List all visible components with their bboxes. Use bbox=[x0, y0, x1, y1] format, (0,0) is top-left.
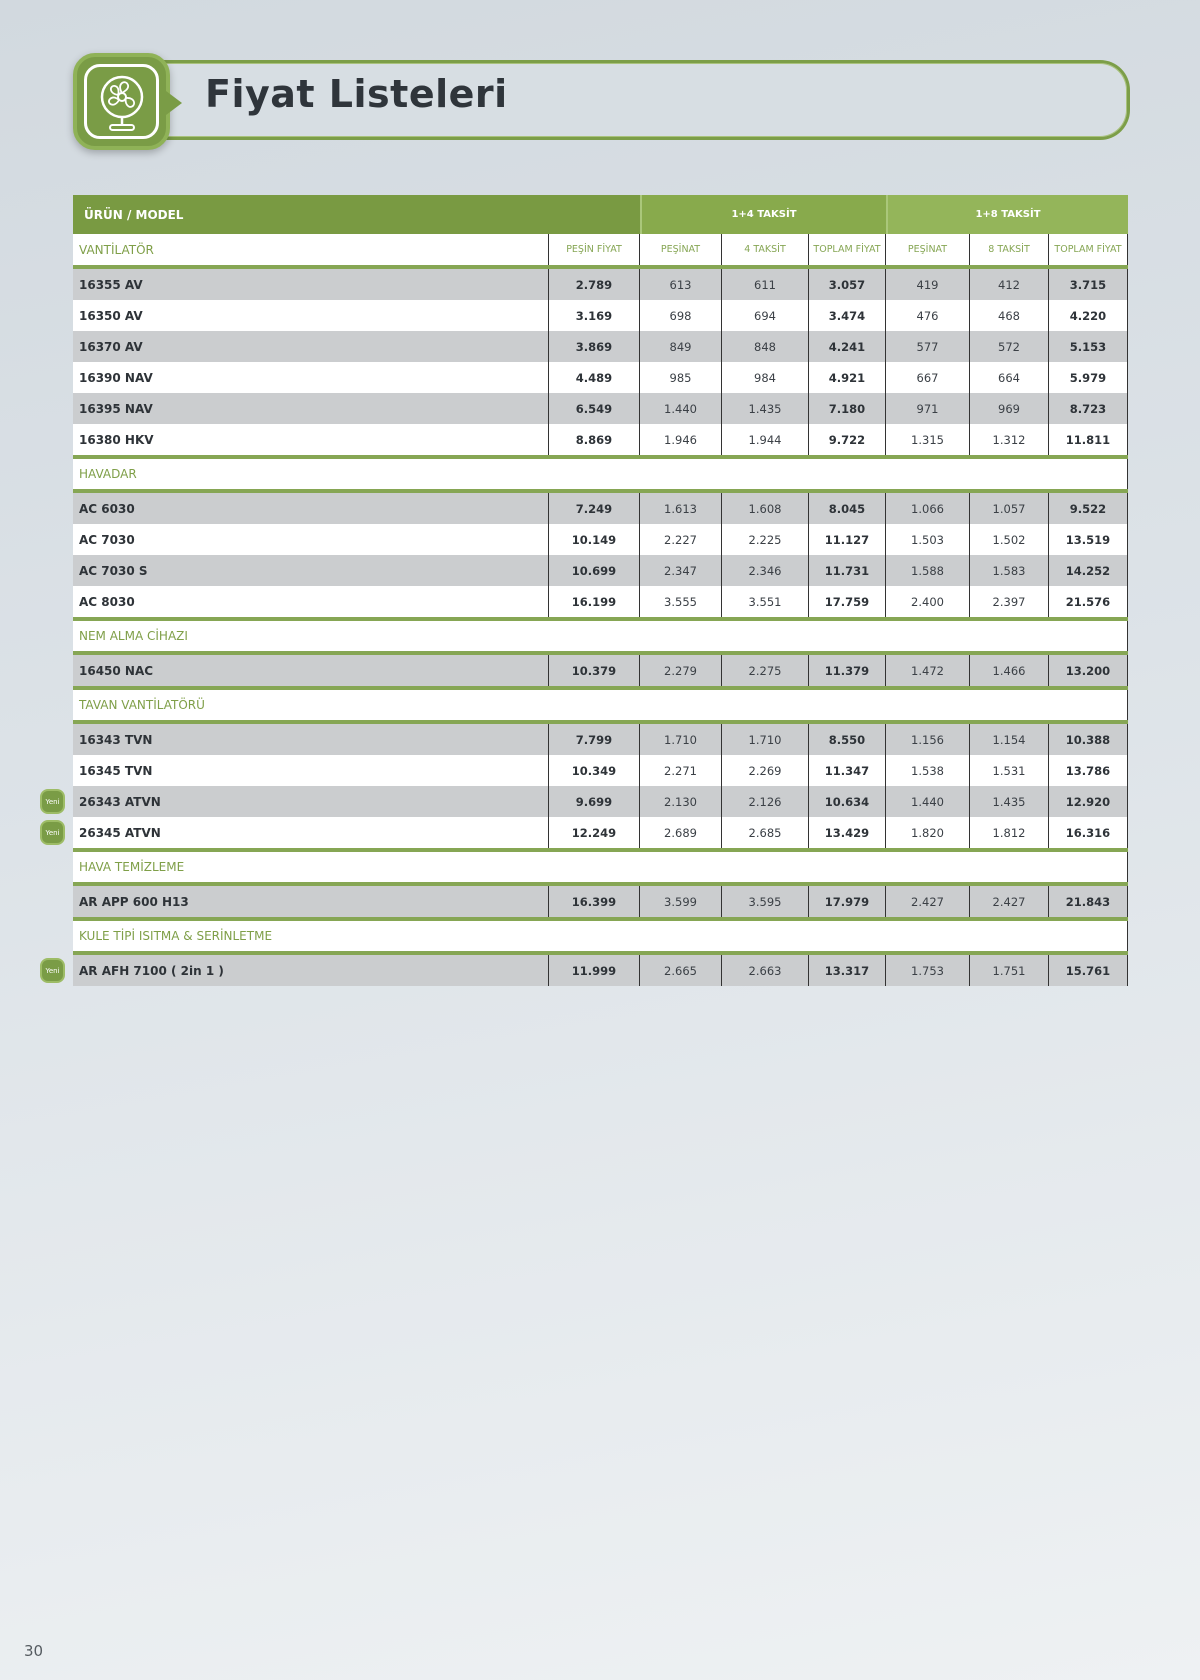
price-cell-t2: 11.811 bbox=[1049, 424, 1128, 455]
installment-group-1-header: 1+4 TAKSİT bbox=[640, 195, 886, 234]
price-cell-d2: 1.820 bbox=[886, 817, 970, 848]
price-cell-cash: 16.199 bbox=[549, 586, 640, 617]
table-row bbox=[73, 886, 1128, 917]
price-cell-t2: 13.519 bbox=[1049, 524, 1128, 555]
price-cell-d1: 1.946 bbox=[640, 424, 722, 455]
price-cell-i1: 848 bbox=[722, 331, 809, 362]
category-row: HAVADAR bbox=[73, 459, 1128, 489]
table-row bbox=[73, 755, 1128, 786]
price-cell-d1: 1.710 bbox=[640, 724, 722, 755]
price-cell-cash: 10.149 bbox=[549, 524, 640, 555]
table-row bbox=[73, 955, 1128, 986]
product-name: 16343 TVN bbox=[73, 724, 549, 755]
category-row: HAVA TEMİZLEME bbox=[73, 852, 1128, 882]
price-cell-cash: 3.169 bbox=[549, 300, 640, 331]
price-cell-t2: 5.153 bbox=[1049, 331, 1128, 362]
price-cell-d2: 1.472 bbox=[886, 655, 970, 686]
g2-down-payment-header: PEŞİNAT bbox=[886, 234, 970, 265]
table-row bbox=[73, 786, 1128, 817]
price-cell-d2: 1.503 bbox=[886, 524, 970, 555]
product-name: 26345 ATVN bbox=[73, 817, 549, 848]
page-title: Fiyat Listeleri bbox=[205, 72, 508, 116]
table-header bbox=[73, 195, 1128, 234]
price-cell-t2: 16.316 bbox=[1049, 817, 1128, 848]
price-cell-d1: 849 bbox=[640, 331, 722, 362]
table-subheader bbox=[73, 234, 1128, 265]
price-cell-i2: 664 bbox=[970, 362, 1049, 393]
price-cell-t2: 8.723 bbox=[1049, 393, 1128, 424]
price-cell-t2: 4.220 bbox=[1049, 300, 1128, 331]
price-cell-d2: 971 bbox=[886, 393, 970, 424]
price-cell-t2: 9.522 bbox=[1049, 493, 1128, 524]
table-row bbox=[73, 555, 1128, 586]
price-cell-d2: 2.400 bbox=[886, 586, 970, 617]
price-cell-i1: 1.710 bbox=[722, 724, 809, 755]
price-cell-i1: 2.225 bbox=[722, 524, 809, 555]
price-cell-d1: 613 bbox=[640, 269, 722, 300]
price-cell-i1: 1.435 bbox=[722, 393, 809, 424]
price-cell-i1: 3.595 bbox=[722, 886, 809, 917]
price-cell-cash: 10.699 bbox=[549, 555, 640, 586]
category-row: KULE TİPİ ISITMA & SERİNLETME bbox=[73, 921, 1128, 951]
price-cell-t2: 12.920 bbox=[1049, 786, 1128, 817]
product-name: AC 6030 bbox=[73, 493, 549, 524]
price-cell-t2: 21.576 bbox=[1049, 586, 1128, 617]
fan-icon bbox=[84, 64, 159, 139]
table-row bbox=[73, 331, 1128, 362]
price-cell-t1: 3.474 bbox=[809, 300, 886, 331]
price-cell-i1: 2.126 bbox=[722, 786, 809, 817]
price-cell-t1: 8.550 bbox=[809, 724, 886, 755]
category-row: TAVAN VANTİLATÖRÜ bbox=[73, 690, 1128, 720]
price-cell-t1: 4.921 bbox=[809, 362, 886, 393]
price-cell-t2: 13.786 bbox=[1049, 755, 1128, 786]
price-cell-d1: 2.689 bbox=[640, 817, 722, 848]
price-cell-t1: 11.379 bbox=[809, 655, 886, 686]
price-cell-i2: 2.427 bbox=[970, 886, 1049, 917]
price-cell-d2: 2.427 bbox=[886, 886, 970, 917]
product-name: AC 7030 S bbox=[73, 555, 549, 586]
price-cell-d2: 1.440 bbox=[886, 786, 970, 817]
price-cell-d2: 1.066 bbox=[886, 493, 970, 524]
price-cell-i1: 694 bbox=[722, 300, 809, 331]
price-cell-d2: 667 bbox=[886, 362, 970, 393]
table-body bbox=[45, 265, 1128, 986]
price-cell-d2: 1.588 bbox=[886, 555, 970, 586]
price-cell-cash: 4.489 bbox=[549, 362, 640, 393]
category-row: NEM ALMA CİHAZI bbox=[73, 621, 1128, 651]
price-cell-i2: 1.154 bbox=[970, 724, 1049, 755]
price-cell-t1: 11.127 bbox=[809, 524, 886, 555]
price-cell-i1: 2.663 bbox=[722, 955, 809, 986]
cash-header-spacer bbox=[549, 195, 640, 234]
price-cell-t2: 5.979 bbox=[1049, 362, 1128, 393]
price-cell-i1: 3.551 bbox=[722, 586, 809, 617]
g2-installment-header: 8 TAKSİT bbox=[970, 234, 1049, 265]
price-table bbox=[45, 195, 1128, 986]
price-cell-d1: 2.665 bbox=[640, 955, 722, 986]
price-cell-cash: 16.399 bbox=[549, 886, 640, 917]
price-cell-cash: 11.999 bbox=[549, 955, 640, 986]
product-name: AC 8030 bbox=[73, 586, 549, 617]
price-cell-cash: 6.549 bbox=[549, 393, 640, 424]
price-cell-t2: 3.715 bbox=[1049, 269, 1128, 300]
installment-group-2-header: 1+8 TAKSİT bbox=[886, 195, 1128, 234]
price-cell-i2: 468 bbox=[970, 300, 1049, 331]
table-row bbox=[73, 817, 1128, 848]
model-header: ÜRÜN / MODEL bbox=[73, 195, 549, 234]
product-name: 16355 AV bbox=[73, 269, 549, 300]
price-cell-t1: 8.045 bbox=[809, 493, 886, 524]
price-cell-i1: 1.608 bbox=[722, 493, 809, 524]
price-cell-t1: 13.429 bbox=[809, 817, 886, 848]
price-cell-d2: 1.753 bbox=[886, 955, 970, 986]
price-cell-cash: 7.799 bbox=[549, 724, 640, 755]
category-label: VANTİLATÖR bbox=[73, 234, 549, 265]
price-cell-d1: 2.130 bbox=[640, 786, 722, 817]
price-cell-d2: 419 bbox=[886, 269, 970, 300]
price-cell-d1: 698 bbox=[640, 300, 722, 331]
price-cell-d1: 2.227 bbox=[640, 524, 722, 555]
price-cell-t2: 10.388 bbox=[1049, 724, 1128, 755]
table-row bbox=[73, 362, 1128, 393]
table-row bbox=[73, 524, 1128, 555]
product-name: 16395 NAV bbox=[73, 393, 549, 424]
table-row bbox=[73, 393, 1128, 424]
g1-total-header: TOPLAM FİYAT bbox=[809, 234, 886, 265]
price-cell-cash: 8.869 bbox=[549, 424, 640, 455]
price-cell-t1: 9.722 bbox=[809, 424, 886, 455]
price-cell-i2: 1.502 bbox=[970, 524, 1049, 555]
price-cell-t1: 4.241 bbox=[809, 331, 886, 362]
price-cell-d2: 476 bbox=[886, 300, 970, 331]
category-icon-box bbox=[73, 53, 170, 150]
price-cell-i2: 1.812 bbox=[970, 817, 1049, 848]
g1-installment-header: 4 TAKSİT bbox=[722, 234, 809, 265]
price-cell-d1: 3.599 bbox=[640, 886, 722, 917]
price-cell-i1: 2.269 bbox=[722, 755, 809, 786]
price-cell-t1: 3.057 bbox=[809, 269, 886, 300]
product-name: AR AFH 7100 ( 2in 1 ) bbox=[73, 955, 549, 986]
product-name: 16450 NAC bbox=[73, 655, 549, 686]
product-name: 16380 HKV bbox=[73, 424, 549, 455]
g1-down-payment-header: PEŞİNAT bbox=[640, 234, 722, 265]
price-cell-cash: 3.869 bbox=[549, 331, 640, 362]
price-cell-i1: 984 bbox=[722, 362, 809, 393]
price-cell-i1: 2.685 bbox=[722, 817, 809, 848]
price-cell-t1: 13.317 bbox=[809, 955, 886, 986]
table-row bbox=[73, 300, 1128, 331]
price-cell-t1: 10.634 bbox=[809, 786, 886, 817]
price-cell-t2: 13.200 bbox=[1049, 655, 1128, 686]
price-cell-d2: 577 bbox=[886, 331, 970, 362]
page-number: 30 bbox=[24, 1642, 44, 1660]
price-cell-i2: 1.531 bbox=[970, 755, 1049, 786]
price-cell-cash: 2.789 bbox=[549, 269, 640, 300]
new-badge: Yeni bbox=[40, 958, 65, 983]
price-cell-d1: 1.613 bbox=[640, 493, 722, 524]
price-cell-d1: 3.555 bbox=[640, 586, 722, 617]
price-cell-d1: 2.271 bbox=[640, 755, 722, 786]
product-name: 16345 TVN bbox=[73, 755, 549, 786]
price-cell-t2: 14.252 bbox=[1049, 555, 1128, 586]
table-row bbox=[73, 724, 1128, 755]
price-cell-cash: 9.699 bbox=[549, 786, 640, 817]
new-badge: Yeni bbox=[40, 820, 65, 845]
table-row bbox=[73, 586, 1128, 617]
price-cell-i1: 2.346 bbox=[722, 555, 809, 586]
price-cell-i2: 1.312 bbox=[970, 424, 1049, 455]
price-cell-i1: 611 bbox=[722, 269, 809, 300]
cash-price-header: PEŞİN FİYAT bbox=[549, 234, 640, 265]
price-cell-i2: 1.751 bbox=[970, 955, 1049, 986]
price-cell-i1: 1.944 bbox=[722, 424, 809, 455]
product-name: 26343 ATVN bbox=[73, 786, 549, 817]
price-cell-t1: 17.979 bbox=[809, 886, 886, 917]
table-row bbox=[73, 493, 1128, 524]
price-cell-d2: 1.315 bbox=[886, 424, 970, 455]
table-row bbox=[73, 424, 1128, 455]
price-cell-i2: 1.466 bbox=[970, 655, 1049, 686]
price-cell-i2: 412 bbox=[970, 269, 1049, 300]
product-name: 16370 AV bbox=[73, 331, 549, 362]
price-cell-i2: 1.057 bbox=[970, 493, 1049, 524]
price-cell-i2: 2.397 bbox=[970, 586, 1049, 617]
price-cell-t1: 17.759 bbox=[809, 586, 886, 617]
price-cell-i2: 1.583 bbox=[970, 555, 1049, 586]
table-row bbox=[73, 655, 1128, 686]
product-name: AR APP 600 H13 bbox=[73, 886, 549, 917]
product-name: 16390 NAV bbox=[73, 362, 549, 393]
price-cell-d2: 1.156 bbox=[886, 724, 970, 755]
price-cell-cash: 12.249 bbox=[549, 817, 640, 848]
price-cell-d2: 1.538 bbox=[886, 755, 970, 786]
g2-total-header: TOPLAM FİYAT bbox=[1049, 234, 1128, 265]
price-cell-t2: 15.761 bbox=[1049, 955, 1128, 986]
product-name: 16350 AV bbox=[73, 300, 549, 331]
price-cell-cash: 10.349 bbox=[549, 755, 640, 786]
price-cell-d1: 985 bbox=[640, 362, 722, 393]
table-row bbox=[73, 269, 1128, 300]
price-cell-i2: 1.435 bbox=[970, 786, 1049, 817]
price-cell-t1: 11.347 bbox=[809, 755, 886, 786]
price-cell-i2: 969 bbox=[970, 393, 1049, 424]
price-cell-i1: 2.275 bbox=[722, 655, 809, 686]
new-badge: Yeni bbox=[40, 789, 65, 814]
price-cell-d1: 1.440 bbox=[640, 393, 722, 424]
price-cell-d1: 2.347 bbox=[640, 555, 722, 586]
price-cell-cash: 10.379 bbox=[549, 655, 640, 686]
price-cell-t2: 21.843 bbox=[1049, 886, 1128, 917]
price-cell-t1: 7.180 bbox=[809, 393, 886, 424]
price-cell-t1: 11.731 bbox=[809, 555, 886, 586]
price-cell-i2: 572 bbox=[970, 331, 1049, 362]
price-cell-cash: 7.249 bbox=[549, 493, 640, 524]
product-name: AC 7030 bbox=[73, 524, 549, 555]
price-cell-d1: 2.279 bbox=[640, 655, 722, 686]
